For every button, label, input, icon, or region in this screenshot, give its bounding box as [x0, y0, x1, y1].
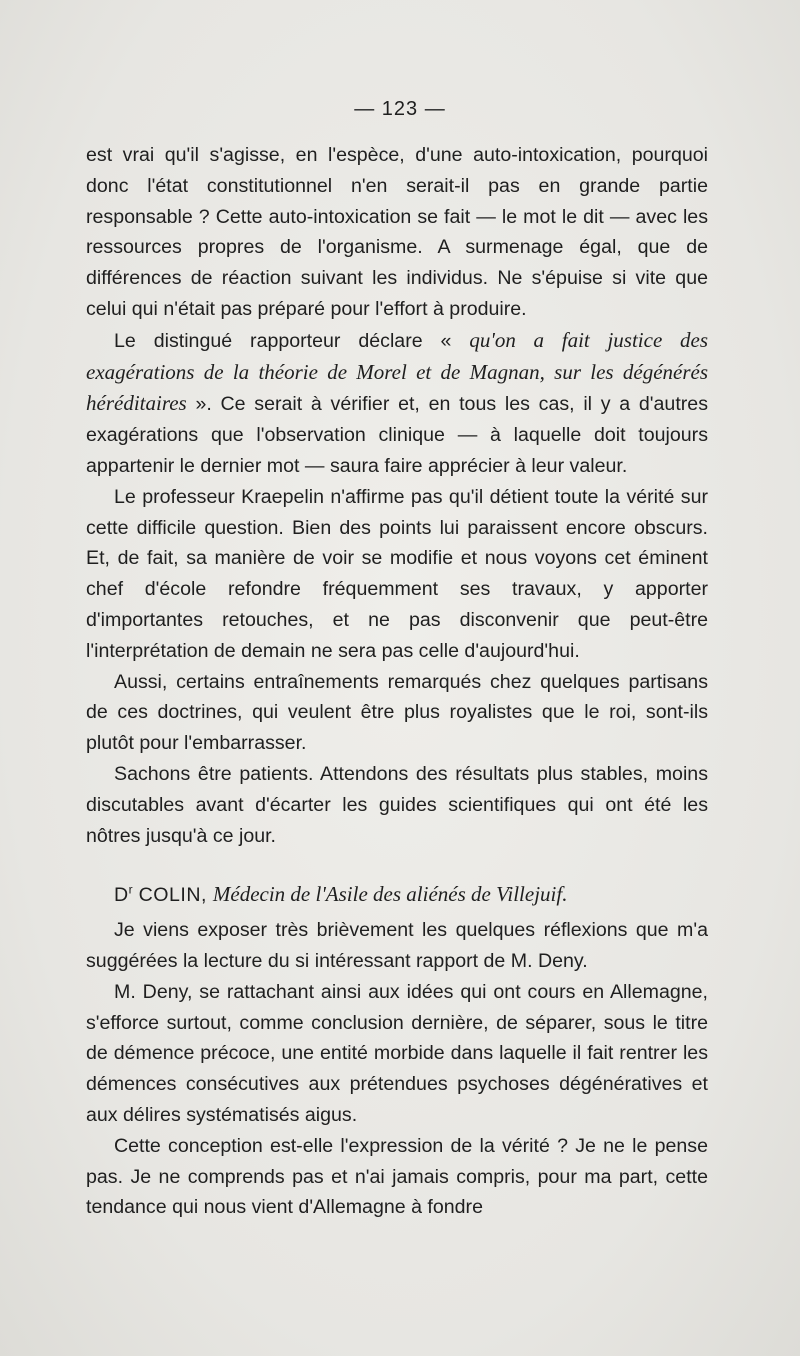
paragraph-2-quote: qu'on a fait justice des exagérations de la théorie de Morel et de Magnan, sur les dégénérés héréditaires	[86, 327, 708, 416]
paragraph-4: Aussi, certains entraînements remarqués chez quelques partisans de ces doctrines, qui veulent être plus royalistes que le roi, sont-ils plutôt pour l'embarrasser.	[86, 670, 708, 755]
paragraph-8: Cette conception est-elle l'expression de la vérité ? Je ne le pense pas. Je ne comprends pas et n'ai jamais compris, pour ma part, cette tendance qui nous vient d'Allemagne à fondre	[86, 1134, 708, 1219]
speaker-title: D	[114, 884, 129, 907]
paragraph-3: Le professeur Kraepelin n'affirme pas qu'il détient toute la vérité sur cette difficile question. Bien des points lui paraissent encore obscurs. Et, de fait, sa manière de voir se modifie et nous voyons cet éminent chef d'école refondre fréquemment ses travaux, y apporter d'importantes retouches, et ne pas disconvenir que peut-être l'interprétation de demain ne sera pas celle d'aujourd'hui.	[86, 485, 708, 662]
speaker-heading	[86, 879, 708, 911]
body-text	[86, 140, 708, 1223]
paragraph-6: Je viens exposer très brièvement les quelques réflexions que m'a suggérées la lecture du si intéressant rapport de M. Deny.	[86, 919, 708, 972]
paragraph-2-intro: Le distingué rapporteur déclare «	[114, 329, 470, 352]
paragraph-2-rest: ». Ce serait à vérifier et, en tous les cas, il y a d'autres exagérations que l'observation clinique — à laquelle doit toujours appartenir le dernier mot — saura faire apprécier à leur valeur.	[86, 393, 708, 477]
paragraph-2	[86, 325, 708, 482]
speaker-role: Médecin de l'Asile des aliénés de Villejuif.	[212, 882, 568, 907]
paragraph-1: est vrai qu'il s'agisse, en l'espèce, d'une auto-intoxication, pourquoi donc l'état constitutionnel n'en serait-il pas en grande partie responsable ? Cette auto-intoxication se fait — le mot le dit — avec les ressources propres de l'organisme. A surmenage égal, que de différences de réaction suivant les individus. Ne s'épuise si vite que celui qui n'était pas préparé pour l'effort à produire.	[86, 144, 708, 320]
speaker-title-sup: r	[128, 882, 133, 897]
paragraph-5: Sachons être patients. Attendons des résultats plus stables, moins discutables avant d'écarter les guides scientifiques qui ont été les nôtres jusqu'à ce jour.	[86, 762, 708, 847]
paragraph-7: M. Deny, se rattachant ainsi aux idées qui ont cours en Allemagne, s'efforce surtout, comme conclusion dernière, de séparer, sous le titre de démence précoce, une entité morbide dans laquelle il fait rentrer les démences consécutives aux prétendues psychoses dégénératives et aux délires systématisés aigus.	[86, 980, 708, 1126]
page-number: — 123 —	[354, 98, 446, 120]
speaker-name: COLIN,	[132, 884, 213, 907]
